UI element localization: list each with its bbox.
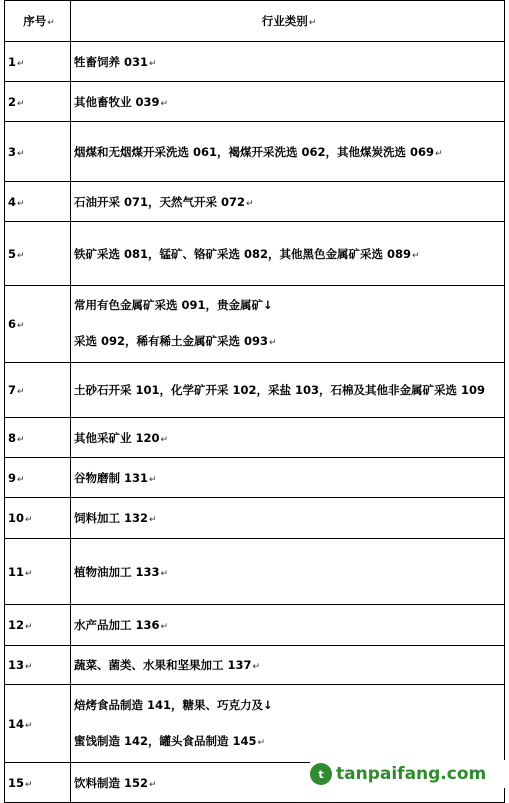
table-header-row: [5, 1, 505, 42]
row-category: 牲畜饲养 031↵: [71, 42, 505, 82]
row-seq: 4↵: [5, 182, 71, 222]
table-row: [5, 286, 505, 363]
row-category: 烟煤和无烟煤开采洗选 061，褐煤开采洗选 062，其他煤炭洗选 069↵: [71, 122, 505, 182]
row-category: 常用有色金属矿采选 091，贵金属矿↓ 采选 092，稀有稀土金属矿采选 093↵: [71, 286, 505, 363]
row-category: 饲料加工 132↵: [71, 498, 505, 539]
leaf-logo-icon: t: [310, 763, 332, 785]
row-seq: 6↵: [5, 286, 71, 363]
table-row: [5, 363, 505, 418]
row-category-line: 采选 092，稀有稀土金属矿采选 093: [74, 334, 269, 348]
table-row: [5, 646, 505, 685]
table-row: [5, 605, 505, 646]
table-row: [5, 458, 505, 498]
table-row: [5, 82, 505, 122]
row-category: 水产品加工 136↵: [71, 605, 505, 646]
row-seq: 10↵: [5, 498, 71, 539]
row-seq: 15↵: [5, 763, 71, 803]
row-category: 其他采矿业 120↵: [71, 418, 505, 458]
row-seq: 7↵: [5, 363, 71, 418]
row-category: 植物油加工 133↵: [71, 539, 505, 605]
row-seq: 9↵: [5, 458, 71, 498]
table-row: [5, 498, 505, 539]
row-category-line: 常用有色金属矿采选 091，贵金属矿↓: [74, 298, 273, 312]
watermark-logo: [310, 760, 506, 788]
row-category: 铁矿采选 081，锰矿、铬矿采选 082，其他黑色金属矿采选 089↵: [71, 222, 505, 286]
row-seq: 14↵: [5, 685, 71, 763]
row-category: 焙烤食品制造 141，糖果、巧克力及↓ 蜜饯制造 142，罐头食品制造 145↵: [71, 685, 505, 763]
row-seq: 3↵: [5, 122, 71, 182]
row-seq: 1↵: [5, 42, 71, 82]
row-category: 石油开采 071，天然气开采 072↵: [71, 182, 505, 222]
table-row: [5, 418, 505, 458]
table-row: [5, 122, 505, 182]
industry-table: [4, 0, 505, 803]
table-row: [5, 182, 505, 222]
table-row: [5, 685, 505, 763]
watermark-text: tanpaifang.com: [336, 764, 487, 784]
table-row: [5, 222, 505, 286]
row-seq: 11↵: [5, 539, 71, 605]
row-seq: 13↵: [5, 646, 71, 685]
row-seq: 5↵: [5, 222, 71, 286]
header-category: 行业类别↵: [71, 1, 505, 42]
row-category: 饮料制造 152↵: [71, 763, 505, 803]
row-category: 土砂石开采 101，化学矿开采 102，采盐 103，石棉及其他非金属矿采选 109: [71, 363, 505, 418]
row-category-line: 焙烤食品制造 141，糖果、巧克力及↓: [74, 697, 273, 712]
row-seq: 2↵: [5, 82, 71, 122]
table-row: [5, 42, 505, 82]
row-category: 谷物磨制 131↵: [71, 458, 505, 498]
row-category: 其他畜牧业 039↵: [71, 82, 505, 122]
header-seq: 序号↵: [5, 1, 71, 42]
table-row: [5, 539, 505, 605]
row-seq: 8↵: [5, 418, 71, 458]
row-category-line: 蜜饯制造 142，罐头食品制造 145: [74, 733, 257, 748]
row-seq: 12↵: [5, 605, 71, 646]
row-category: 蔬菜、菌类、水果和坚果加工 137↵: [71, 646, 505, 685]
